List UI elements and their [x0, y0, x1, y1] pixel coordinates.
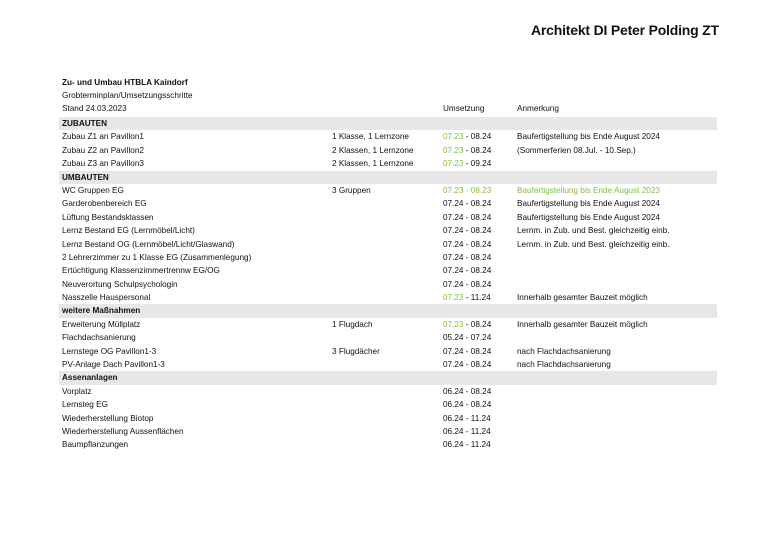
date-separator: - [463, 386, 471, 396]
task-name: Lüftung Bestandsklassen [62, 212, 154, 222]
end-date: 11.24 [470, 426, 491, 436]
date-separator: - [463, 400, 471, 410]
timeframe [443, 211, 491, 224]
date-separator: - [463, 266, 471, 276]
start-date: 06.24 [443, 440, 464, 450]
task-name: PV-Anlage Dach Pavillon1-3 [62, 360, 165, 370]
task-name: Erweiterung Müllplatz [62, 319, 141, 329]
date-separator: - [463, 185, 471, 195]
start-date: 06.24 [443, 426, 464, 436]
table-row [59, 211, 717, 224]
date-separator: - [463, 440, 471, 450]
start-date: 07.23 [443, 293, 464, 303]
table-row [59, 318, 717, 331]
task-name: Zubau Z1 an Pavillon1 [62, 132, 144, 142]
table-row [59, 385, 717, 398]
end-date: 08.24 [470, 199, 492, 209]
start-date: 07.23 [443, 145, 464, 155]
timeframe [443, 144, 491, 157]
table-row [59, 157, 717, 170]
task-scope: 2 Klassen, 1 Lernzone [332, 159, 414, 169]
project-title: Zu- und Umbau HTBLA Kaindorf [62, 78, 188, 87]
date-separator: - [463, 252, 471, 262]
document-date: Stand 24.03.2023 [62, 104, 127, 113]
document-subtitle: Grobterminplan/Umsetzungsschritte [62, 91, 193, 100]
table-row [59, 331, 717, 344]
timeframe [443, 318, 491, 331]
column-header-umsetzung: Umsetzung [443, 104, 485, 113]
section-title: ZUBAUTEN [62, 119, 108, 128]
end-date: 08.24 [470, 239, 492, 249]
end-date: 08.24 [470, 279, 492, 289]
start-date: 07.23 [443, 319, 464, 329]
end-date: 08.23 [470, 185, 492, 195]
task-scope: 2 Klassen, 1 Lernzone [332, 145, 414, 155]
table-row [59, 197, 717, 210]
task-note: nach Flachdachsanierung [517, 346, 611, 356]
task-name: 2 Lehrerzimmer zu 1 Klasse EG (Zusammenlegung) [62, 252, 252, 262]
timeframe [443, 385, 491, 398]
date-separator: - [463, 293, 471, 303]
task-name: Lernz Bestand EG (Lernmöbel/Licht) [62, 226, 195, 236]
table-row [59, 358, 717, 371]
task-note: Lernm. in Zub. und Best. gleichzeitig einb. [517, 239, 670, 249]
timeframe [443, 197, 491, 210]
task-name: Lernstege OG Pavillon1-3 [62, 346, 157, 356]
section-header [59, 171, 717, 184]
task-name: Garderobenbereich EG [62, 199, 147, 209]
table-row [59, 184, 717, 197]
task-scope: 3 Gruppen [332, 185, 371, 195]
start-date: 07.24 [443, 346, 464, 356]
timeframe [443, 291, 491, 304]
timeframe [443, 157, 491, 170]
date-separator: - [463, 346, 471, 356]
task-name: WC Gruppen EG [62, 185, 124, 195]
table-row [59, 425, 717, 438]
section-title: Assenanlagen [62, 373, 118, 383]
start-date: 07.24 [443, 266, 464, 276]
start-date: 07.24 [443, 199, 464, 209]
table-row [59, 398, 717, 411]
date-separator: - [463, 319, 471, 329]
company-header: Architekt DI Peter Polding ZT [531, 22, 719, 38]
task-note: (Sommerferien 08.Jul. - 10.Sep.) [517, 145, 636, 155]
task-name: Wiederherstellung Aussenflächen [62, 426, 184, 436]
section-title: UMBAUTEN [62, 172, 109, 182]
task-note: Baufertigstellung bis Ende August 2024 [517, 132, 660, 142]
task-note: Lernm. in Zub. und Best. gleichzeitig einb. [517, 226, 670, 236]
start-date: 07.24 [443, 360, 464, 370]
section-header [59, 371, 717, 384]
task-scope: 1 Klasse, 1 Lernzone [332, 132, 409, 142]
end-date: 08.24 [470, 145, 492, 155]
table-row [59, 291, 717, 304]
date-separator: - [463, 239, 471, 249]
date-separator: - [463, 212, 471, 222]
task-name: Zubau Z3 an Pavillon3 [62, 159, 144, 169]
date-separator: - [463, 279, 471, 289]
table-row [59, 251, 717, 264]
table-row [59, 345, 717, 358]
task-name: Nasszelle Hauspersonal [62, 293, 151, 303]
timeframe [443, 398, 491, 411]
section-header [59, 304, 717, 317]
task-note: Baufertigstellung bis Ende August 2024 [517, 212, 660, 222]
start-date: 07.24 [443, 252, 464, 262]
task-name: Baumpflanzungen [62, 440, 129, 450]
end-date: 11.24 [470, 440, 491, 450]
date-separator: - [463, 226, 471, 236]
table-row [59, 264, 717, 277]
task-name: Lernsteg EG [62, 400, 108, 410]
end-date: 11.24 [470, 413, 491, 423]
timeframe [443, 238, 491, 251]
section-header [59, 117, 717, 130]
timeframe [443, 184, 491, 197]
date-separator: - [463, 360, 471, 370]
task-name: Wiederherstellung Biotop [62, 413, 154, 423]
task-note: Baufertigstellung bis Ende August 2024 [517, 199, 660, 209]
start-date: 07.23 [443, 159, 464, 169]
timeframe [443, 358, 491, 371]
column-header-anmerkung: Anmerkung [517, 104, 559, 113]
timeframe [443, 345, 491, 358]
task-name: Zubau Z2 an Pavillon2 [62, 145, 144, 155]
end-date: 08.24 [470, 360, 492, 370]
task-note: Innerhalb gesamter Bauzeit möglich [517, 319, 648, 329]
table-row [59, 224, 717, 237]
table-row [59, 278, 717, 291]
date-separator: - [463, 426, 471, 436]
end-date: 09.24 [470, 159, 492, 169]
timeframe [443, 224, 491, 237]
date-separator: - [463, 159, 471, 169]
timeframe [443, 251, 491, 264]
start-date: 06.24 [443, 400, 464, 410]
date-separator: - [463, 199, 471, 209]
table-row [59, 412, 717, 425]
timeframe [443, 425, 491, 438]
timeframe [443, 278, 491, 291]
section-title: weitere Maßnahmen [62, 306, 141, 316]
timeframe [443, 130, 491, 143]
end-date: 08.24 [470, 386, 492, 396]
end-date: 11.24 [470, 293, 491, 303]
end-date: 08.24 [470, 400, 492, 410]
end-date: 08.24 [470, 212, 492, 222]
task-name: Ertüchtigung Klassenzimmertrennw EG/OG [62, 266, 220, 276]
task-name: Neuverortung Schulpsychologin [62, 279, 178, 289]
start-date: 06.24 [443, 386, 464, 396]
table-row [59, 130, 717, 143]
start-date: 07.24 [443, 279, 464, 289]
task-note: Baufertigstellung bis Ende August 2023 [517, 185, 660, 195]
task-note: nach Flachdachsanierung [517, 360, 611, 370]
task-scope: 3 Flugdächer [332, 346, 380, 356]
start-date: 07.24 [443, 239, 464, 249]
timeframe [443, 331, 491, 344]
end-date: 08.24 [470, 266, 492, 276]
start-date: 05.24 [443, 333, 464, 343]
date-separator: - [463, 145, 471, 155]
end-date: 08.24 [470, 346, 492, 356]
start-date: 07.23 [443, 185, 464, 195]
table-row [59, 238, 717, 251]
end-date: 08.24 [470, 132, 492, 142]
task-name: Vorplatz [62, 386, 92, 396]
end-date: 08.24 [470, 252, 492, 262]
date-separator: - [463, 413, 471, 423]
start-date: 07.24 [443, 212, 464, 222]
table-row [59, 438, 717, 451]
timeframe [443, 412, 491, 425]
task-scope: 1 Flugdach [332, 319, 373, 329]
table-row [59, 144, 717, 157]
task-name: Lernz Bestand OG (Lernmöbel/Licht/Glaswand) [62, 239, 235, 249]
end-date: 08.24 [470, 319, 492, 329]
date-separator: - [463, 333, 471, 343]
timeframe [443, 438, 491, 451]
start-date: 07.23 [443, 132, 464, 142]
start-date: 07.24 [443, 226, 464, 236]
task-name: Flachdachsanierung [62, 333, 136, 343]
timeframe [443, 264, 491, 277]
end-date: 08.24 [470, 226, 492, 236]
schedule-table [59, 117, 717, 452]
end-date: 07.24 [470, 333, 492, 343]
date-separator: - [463, 132, 471, 142]
start-date: 06.24 [443, 413, 464, 423]
task-note: Innerhalb gesamter Bauzeit möglich [517, 293, 648, 303]
